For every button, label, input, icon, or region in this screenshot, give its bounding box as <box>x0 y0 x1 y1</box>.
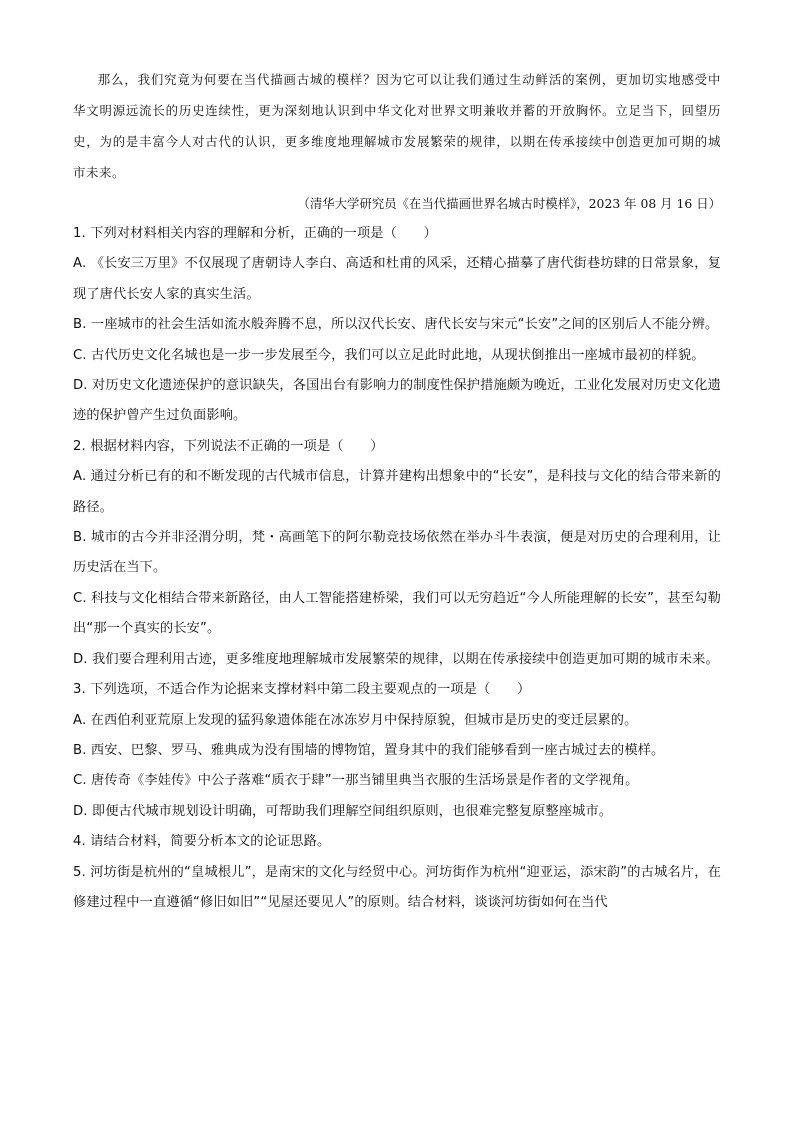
question-3 <box>73 675 721 827</box>
option-c: C. 科技与文化相结合带来新路径，由人工智能搭建桥梁，我们可以无穷趋近“今人所能理解的长安”，甚至勾勒出“那一个真实的长安”。 <box>73 590 721 637</box>
question-stem: 4. 请结合材料，简要分析本文的论证思路。 <box>73 834 331 850</box>
question-stem: 1. 下列对材料相关内容的理解和分析，正确的一项是（ ） <box>73 226 437 241</box>
option-a: A. 通过分析已有的和不断发现的古代城市信息，计算并建构出想象中的“长安”，是科技与文化的结合带来新的路径。 <box>73 469 721 515</box>
option-a: A. 《长安三万里》不仅展现了唐朝诗人李白、高适和杜甫的风采，还精心描摹了唐代街巷坊肆的日常景象，复现了唐代长安人家的真实生活。 <box>73 256 721 302</box>
option-d: D. 对历史文化遗迹保护的意识缺失，各国出台有影响力的制度性保护措施颇为晚近，工业化发展对历史文化遗迹的保护曾产生过负面影响。 <box>73 378 721 424</box>
question-4 <box>73 827 721 857</box>
document-page <box>73 64 721 918</box>
option-d: D. 我们要合理利用古迹，更多维度地理解城市发展繁荣的规律，以期在传承接续中创造更加可期的城市未来。 <box>73 651 719 667</box>
option-d: D. 即便古代城市规划设计明确，可帮助我们理解空间组织原则，也很难完整复原整座城市。 <box>73 803 613 819</box>
question-1 <box>73 219 721 432</box>
question-2 <box>73 432 721 675</box>
passage-citation: （清华大学研究员《在当代描画世界名城古时模样》，2023 年 08 月 16 日） <box>297 196 721 211</box>
option-c: C. 唐传奇《李娃传》中公子落难“质衣于肆”一那当铺里典当衣服的生活场景是作者的文学视角。 <box>73 773 639 789</box>
option-b: B. 西安、巴黎、罗马、雅典成为没有围墙的博物馆，置身其中的我们能够看到一座古城过去的模样。 <box>73 742 665 758</box>
question-stem: 5. 河坊街是杭州的“皇城根儿”，是南宋的文化与经贸中心。河坊街作为杭州“迎亚运，添宋韵”的古城名片，在修建过程中一直遵循“修旧如旧”“见屋还要见人”的原则。结合材料，谈谈河坊街如何在当代 <box>73 864 721 910</box>
question-stem: 2. 根据材料内容，下列说法不正确的一项是（ ） <box>73 438 384 454</box>
option-b: B. 一座城市的社会生活如流水般奔腾不息，所以汉代长安、唐代长安与宋元“长安”之间的区别后人不能分辨。 <box>73 317 719 333</box>
option-a: A. 在西伯利亚荒原上发现的猛犸象遗体能在冰冻岁月中保持原貌，但城市是历史的变迁层累的。 <box>73 712 638 728</box>
option-c: C. 古代历史文化名城也是一步一步发展至今，我们可以立足此时此地，从现状倒推出一座城市最初的样貌。 <box>73 347 705 363</box>
passage-paragraph: 那么，我们究竟为何要在当代描画古城的模样？因为它可以让我们通过生动鲜活的案例，更加切实地感受中华文明源远流长的历史连续性，更为深刻地认识到中华文化对世界文明兼收并蓄的开放胸怀。立足当下，回望历史，为的是丰富今人对古代的认识，更多维度地理解城市发展繁荣的规律，以期在传承接续中创造更加可期的城市未来。 <box>73 72 721 180</box>
option-b: B. 城市的古今并非泾渭分明，梵・高画笔下的阿尔勒竞技场依然在举办斗牛表演，便是对历史的合理利用，让历史活在当下。 <box>73 530 721 576</box>
question-stem: 3. 下列选项，不适合作为论据来支撑材料中第二段主要观点的一项是（ ） <box>73 682 531 698</box>
question-5 <box>73 858 721 919</box>
